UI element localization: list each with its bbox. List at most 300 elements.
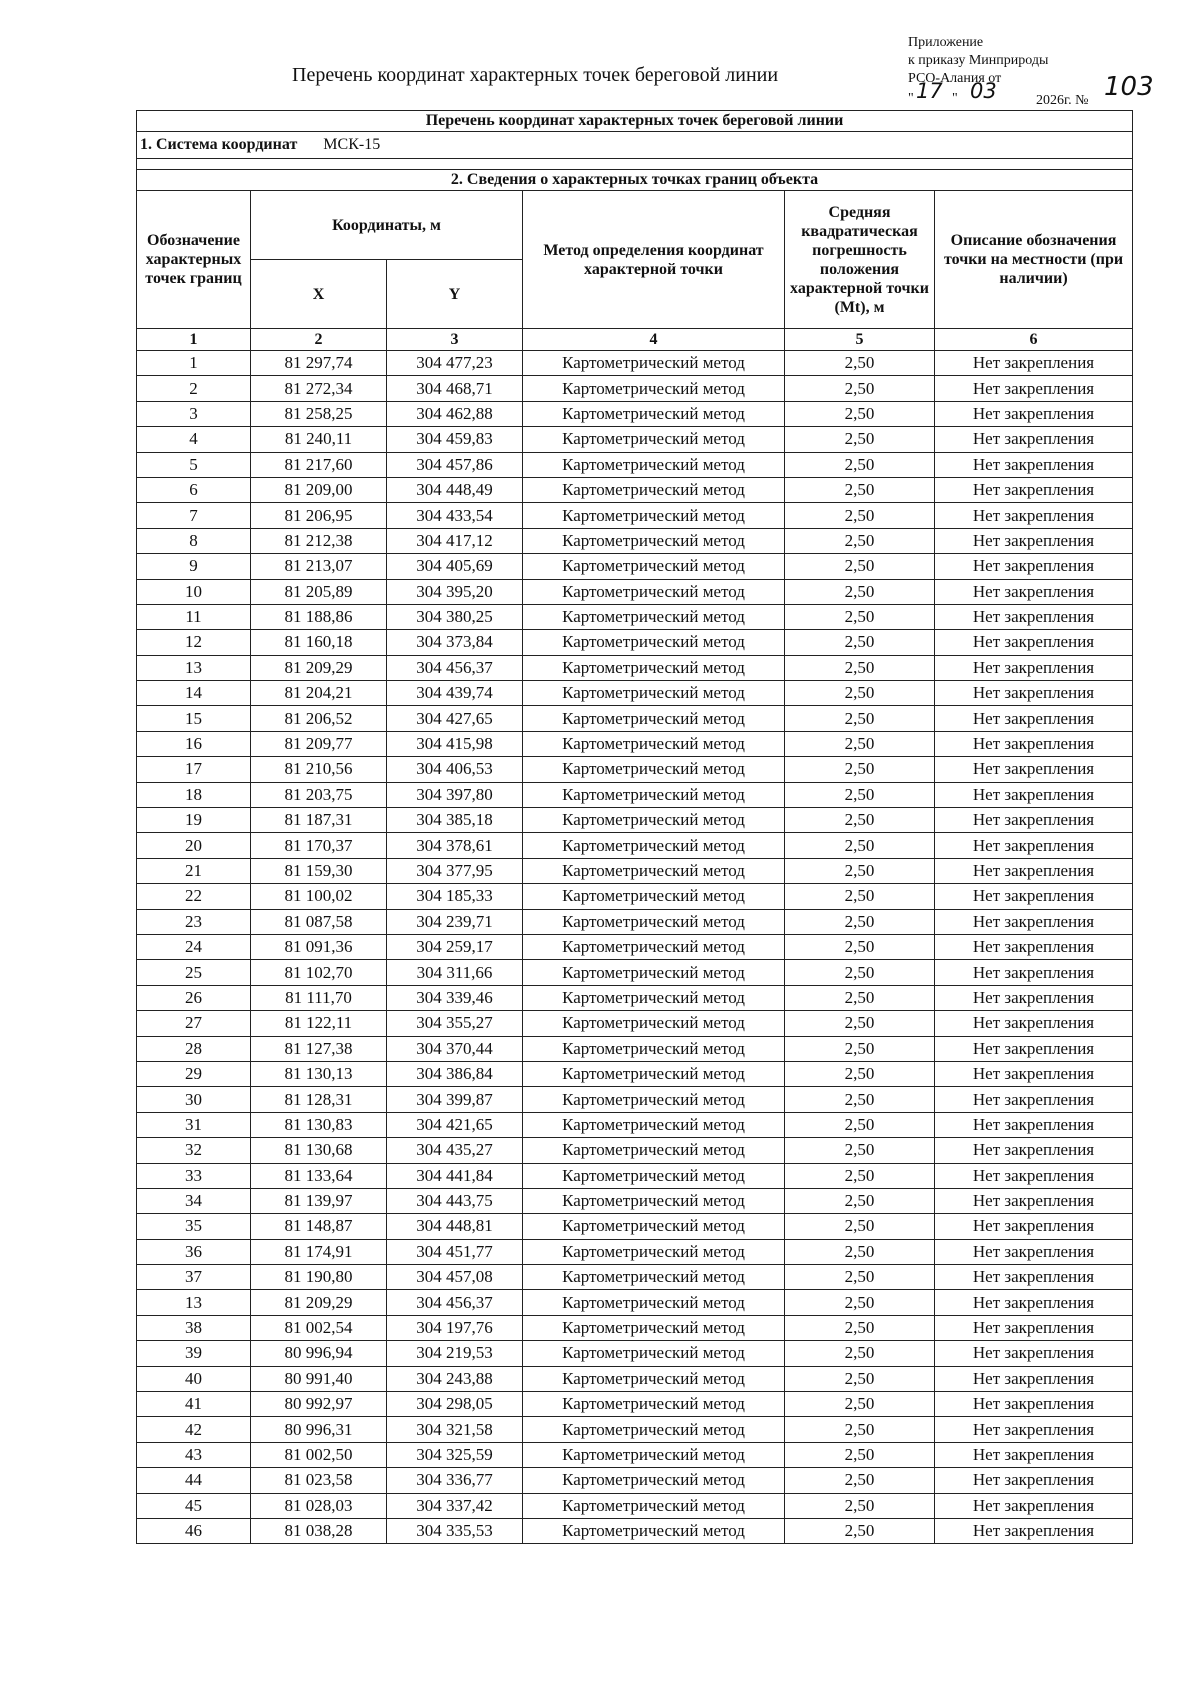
- date-quote-open: ": [908, 91, 914, 106]
- method-cell: Картометрический метод: [523, 477, 785, 502]
- method-cell: Картометрический метод: [523, 782, 785, 807]
- coord-y: 304 399,87: [387, 1087, 523, 1112]
- description-cell: Нет закрепления: [935, 554, 1133, 579]
- method-cell: Картометрический метод: [523, 630, 785, 655]
- coord-x: 81 188,86: [251, 604, 387, 629]
- point-number: 8: [137, 528, 251, 553]
- coord-y: 304 197,76: [387, 1315, 523, 1340]
- coord-x: 81 159,30: [251, 858, 387, 883]
- point-number: 36: [137, 1239, 251, 1264]
- coord-x: 81 209,29: [251, 655, 387, 680]
- point-number: 23: [137, 909, 251, 934]
- error-cell: 2,50: [785, 1163, 935, 1188]
- description-cell: Нет закрепления: [935, 1163, 1133, 1188]
- table-row: [137, 1265, 1133, 1290]
- coord-y: 304 259,17: [387, 934, 523, 959]
- point-number: 24: [137, 934, 251, 959]
- column-number-row: [137, 329, 1133, 351]
- coord-x: 81 130,83: [251, 1112, 387, 1137]
- coord-x: 81 187,31: [251, 808, 387, 833]
- error-cell: 2,50: [785, 604, 935, 629]
- coord-y: 304 373,84: [387, 630, 523, 655]
- table-row: [137, 1138, 1133, 1163]
- coord-y: 304 325,59: [387, 1442, 523, 1467]
- table-row: [137, 833, 1133, 858]
- coord-x: 81 209,29: [251, 1290, 387, 1315]
- description-cell: Нет закрепления: [935, 833, 1133, 858]
- table-row: [137, 579, 1133, 604]
- table-row: [137, 757, 1133, 782]
- description-cell: Нет закрепления: [935, 731, 1133, 756]
- description-cell: Нет закрепления: [935, 604, 1133, 629]
- coord-x: 81 130,68: [251, 1138, 387, 1163]
- header-method: Метод определения координат характерной точки: [523, 191, 785, 329]
- point-number: 33: [137, 1163, 251, 1188]
- coord-x: 81 139,97: [251, 1188, 387, 1213]
- description-cell: Нет закрепления: [935, 1442, 1133, 1467]
- coord-x: 81 133,64: [251, 1163, 387, 1188]
- error-cell: 2,50: [785, 934, 935, 959]
- coord-x: 81 190,80: [251, 1265, 387, 1290]
- table-row: [137, 376, 1133, 401]
- coord-x: 80 996,31: [251, 1417, 387, 1442]
- method-cell: Картометрический метод: [523, 427, 785, 452]
- point-number: 40: [137, 1366, 251, 1391]
- error-cell: 2,50: [785, 1036, 935, 1061]
- table-row: [137, 1493, 1133, 1518]
- error-cell: 2,50: [785, 1493, 935, 1518]
- description-cell: Нет закрепления: [935, 427, 1133, 452]
- method-cell: Картометрический метод: [523, 706, 785, 731]
- date-year-label: 2026г. №: [1036, 93, 1089, 108]
- method-cell: Картометрический метод: [523, 884, 785, 909]
- table-row: [137, 655, 1133, 680]
- method-cell: Картометрический метод: [523, 1214, 785, 1239]
- coord-y: 304 406,53: [387, 757, 523, 782]
- coord-x: 81 209,00: [251, 477, 387, 502]
- point-number: 6: [137, 477, 251, 502]
- point-number: 9: [137, 554, 251, 579]
- description-cell: Нет закрепления: [935, 1112, 1133, 1137]
- point-number: 18: [137, 782, 251, 807]
- coord-y: 304 415,98: [387, 731, 523, 756]
- coord-y: 304 339,46: [387, 985, 523, 1010]
- table-row: [137, 604, 1133, 629]
- method-cell: Картометрический метод: [523, 655, 785, 680]
- description-cell: Нет закрепления: [935, 985, 1133, 1010]
- coordinate-system-value: МСК-15: [323, 136, 381, 153]
- coord-y: 304 336,77: [387, 1468, 523, 1493]
- error-cell: 2,50: [785, 782, 935, 807]
- coord-y: 304 457,08: [387, 1265, 523, 1290]
- point-number: 41: [137, 1392, 251, 1417]
- table-row: [137, 1112, 1133, 1137]
- coord-x: 81 240,11: [251, 427, 387, 452]
- description-cell: Нет закрепления: [935, 1341, 1133, 1366]
- column-number: 2: [251, 329, 387, 351]
- error-cell: 2,50: [785, 1392, 935, 1417]
- table-row: [137, 554, 1133, 579]
- coord-y: 304 421,65: [387, 1112, 523, 1137]
- coord-x: 81 213,07: [251, 554, 387, 579]
- description-cell: Нет закрепления: [935, 1518, 1133, 1543]
- point-number: 31: [137, 1112, 251, 1137]
- method-cell: Картометрический метод: [523, 1315, 785, 1340]
- error-cell: 2,50: [785, 477, 935, 502]
- coord-y: 304 386,84: [387, 1061, 523, 1086]
- description-cell: Нет закрепления: [935, 579, 1133, 604]
- header-coordinates: Координаты, м: [251, 191, 523, 260]
- coord-y: 304 377,95: [387, 858, 523, 883]
- column-number: 6: [935, 329, 1133, 351]
- point-number: 38: [137, 1315, 251, 1340]
- method-cell: Картометрический метод: [523, 1239, 785, 1264]
- coord-x: 80 996,94: [251, 1341, 387, 1366]
- coord-x: 80 992,97: [251, 1392, 387, 1417]
- header-description: Описание обозначения точки на местности (при наличии): [935, 191, 1133, 329]
- handwritten-order-number: 103: [1104, 72, 1154, 102]
- table-row: [137, 1087, 1133, 1112]
- coord-y: 304 443,75: [387, 1188, 523, 1213]
- description-cell: Нет закрепления: [935, 1087, 1133, 1112]
- coord-x: 81 209,77: [251, 731, 387, 756]
- table-body: [137, 351, 1133, 1544]
- method-cell: Картометрический метод: [523, 1138, 785, 1163]
- coord-y: 304 477,23: [387, 351, 523, 376]
- point-number: 21: [137, 858, 251, 883]
- error-cell: 2,50: [785, 731, 935, 756]
- description-cell: Нет закрепления: [935, 909, 1133, 934]
- point-number: 39: [137, 1341, 251, 1366]
- method-cell: Картометрический метод: [523, 503, 785, 528]
- error-cell: 2,50: [785, 985, 935, 1010]
- coord-x: 81 023,58: [251, 1468, 387, 1493]
- description-cell: Нет закрепления: [935, 503, 1133, 528]
- point-number: 30: [137, 1087, 251, 1112]
- table-row: [137, 1036, 1133, 1061]
- method-cell: Картометрический метод: [523, 1061, 785, 1086]
- point-number: 46: [137, 1518, 251, 1543]
- table-row: [137, 1011, 1133, 1036]
- error-cell: 2,50: [785, 1468, 935, 1493]
- error-cell: 2,50: [785, 1011, 935, 1036]
- table-row: [137, 858, 1133, 883]
- description-cell: Нет закрепления: [935, 1265, 1133, 1290]
- method-cell: Картометрический метод: [523, 351, 785, 376]
- point-number: 25: [137, 960, 251, 985]
- error-cell: 2,50: [785, 884, 935, 909]
- method-cell: Картометрический метод: [523, 833, 785, 858]
- method-cell: Картометрический метод: [523, 1468, 785, 1493]
- method-cell: Картометрический метод: [523, 1112, 785, 1137]
- error-cell: 2,50: [785, 655, 935, 680]
- coord-y: 304 462,88: [387, 401, 523, 426]
- table-row: [137, 503, 1133, 528]
- appendix-line-3: РСО-Алания от: [908, 71, 1002, 86]
- coord-y: 304 298,05: [387, 1392, 523, 1417]
- coord-y: 304 457,86: [387, 452, 523, 477]
- description-cell: Нет закрепления: [935, 1493, 1133, 1518]
- table-row: [137, 782, 1133, 807]
- point-number: 32: [137, 1138, 251, 1163]
- table-row: [137, 1468, 1133, 1493]
- coord-x: 81 002,54: [251, 1315, 387, 1340]
- coordinate-system-row: [137, 132, 1133, 159]
- coord-x: 81 028,03: [251, 1493, 387, 1518]
- point-number: 2: [137, 376, 251, 401]
- coord-x: 81 206,95: [251, 503, 387, 528]
- description-cell: Нет закрепления: [935, 477, 1133, 502]
- section-title: 2. Сведения о характерных точках границ объекта: [137, 170, 1133, 191]
- method-cell: Картометрический метод: [523, 985, 785, 1010]
- description-cell: Нет закрепления: [935, 808, 1133, 833]
- method-cell: Картометрический метод: [523, 1493, 785, 1518]
- coord-x: 81 174,91: [251, 1239, 387, 1264]
- error-cell: 2,50: [785, 579, 935, 604]
- method-cell: Картометрический метод: [523, 376, 785, 401]
- method-cell: Картометрический метод: [523, 1265, 785, 1290]
- table-row: [137, 1341, 1133, 1366]
- description-cell: Нет закрепления: [935, 1138, 1133, 1163]
- handwritten-month: 03: [970, 79, 997, 103]
- coord-x: 81 206,52: [251, 706, 387, 731]
- column-number: 3: [387, 329, 523, 351]
- coord-y: 304 417,12: [387, 528, 523, 553]
- point-number: 14: [137, 681, 251, 706]
- coord-x: 81 258,25: [251, 401, 387, 426]
- coord-x: 80 991,40: [251, 1366, 387, 1391]
- description-cell: Нет закрепления: [935, 757, 1133, 782]
- coord-y: 304 448,49: [387, 477, 523, 502]
- table-row: [137, 960, 1133, 985]
- point-number: 17: [137, 757, 251, 782]
- method-cell: Картометрический метод: [523, 731, 785, 756]
- description-cell: Нет закрепления: [935, 1417, 1133, 1442]
- coord-x: 81 160,18: [251, 630, 387, 655]
- description-cell: Нет закрепления: [935, 1011, 1133, 1036]
- table-row: [137, 909, 1133, 934]
- error-cell: 2,50: [785, 401, 935, 426]
- point-number: 20: [137, 833, 251, 858]
- coord-x: 81 205,89: [251, 579, 387, 604]
- coord-x: 81 122,11: [251, 1011, 387, 1036]
- error-cell: 2,50: [785, 1265, 935, 1290]
- coord-y: 304 380,25: [387, 604, 523, 629]
- table-row: [137, 630, 1133, 655]
- coord-x: 81 204,21: [251, 681, 387, 706]
- description-cell: Нет закрепления: [935, 351, 1133, 376]
- description-cell: Нет закрепления: [935, 401, 1133, 426]
- error-cell: 2,50: [785, 376, 935, 401]
- description-cell: Нет закрепления: [935, 1036, 1133, 1061]
- coord-x: 81 128,31: [251, 1087, 387, 1112]
- coord-y: 304 456,37: [387, 1290, 523, 1315]
- method-cell: Картометрический метод: [523, 1290, 785, 1315]
- method-cell: Картометрический метод: [523, 808, 785, 833]
- coord-y: 304 355,27: [387, 1011, 523, 1036]
- coord-y: 304 397,80: [387, 782, 523, 807]
- coord-y: 304 385,18: [387, 808, 523, 833]
- point-number: 12: [137, 630, 251, 655]
- coord-y: 304 219,53: [387, 1341, 523, 1366]
- table-row: [137, 1188, 1133, 1213]
- error-cell: 2,50: [785, 1138, 935, 1163]
- description-cell: Нет закрепления: [935, 960, 1133, 985]
- point-number: 43: [137, 1442, 251, 1467]
- table-row: [137, 1290, 1133, 1315]
- description-cell: Нет закрепления: [935, 376, 1133, 401]
- coord-x: 81 102,70: [251, 960, 387, 985]
- table-row: [137, 1239, 1133, 1264]
- error-cell: 2,50: [785, 1518, 935, 1543]
- coord-y: 304 243,88: [387, 1366, 523, 1391]
- coord-y: 304 459,83: [387, 427, 523, 452]
- description-cell: Нет закрепления: [935, 655, 1133, 680]
- date-quote-close: ": [952, 91, 958, 106]
- method-cell: Картометрический метод: [523, 1163, 785, 1188]
- error-cell: 2,50: [785, 1087, 935, 1112]
- point-number: 4: [137, 427, 251, 452]
- error-cell: 2,50: [785, 1290, 935, 1315]
- coord-x: 81 272,34: [251, 376, 387, 401]
- point-number: 35: [137, 1214, 251, 1239]
- point-number: 11: [137, 604, 251, 629]
- coord-y: 304 451,77: [387, 1239, 523, 1264]
- coord-y: 304 335,53: [387, 1518, 523, 1543]
- error-cell: 2,50: [785, 1417, 935, 1442]
- coord-x: 81 170,37: [251, 833, 387, 858]
- description-cell: Нет закрепления: [935, 1468, 1133, 1493]
- coord-x: 81 148,87: [251, 1214, 387, 1239]
- coord-x: 81 111,70: [251, 985, 387, 1010]
- description-cell: Нет закрепления: [935, 934, 1133, 959]
- point-number: 34: [137, 1188, 251, 1213]
- description-cell: Нет закрепления: [935, 1315, 1133, 1340]
- method-cell: Картометрический метод: [523, 934, 785, 959]
- error-cell: 2,50: [785, 808, 935, 833]
- description-cell: Нет закрепления: [935, 884, 1133, 909]
- point-number: 22: [137, 884, 251, 909]
- description-cell: Нет закрепления: [935, 528, 1133, 553]
- coord-y: 304 435,27: [387, 1138, 523, 1163]
- error-cell: 2,50: [785, 681, 935, 706]
- coord-y: 304 468,71: [387, 376, 523, 401]
- description-cell: Нет закрепления: [935, 630, 1133, 655]
- table-row: [137, 985, 1133, 1010]
- error-cell: 2,50: [785, 1112, 935, 1137]
- coordinates-table: [136, 110, 1133, 1544]
- table-spacer: [137, 159, 1133, 170]
- description-cell: Нет закрепления: [935, 858, 1133, 883]
- point-number: 27: [137, 1011, 251, 1036]
- error-cell: 2,50: [785, 833, 935, 858]
- table-row: [137, 452, 1133, 477]
- description-cell: Нет закрепления: [935, 1290, 1133, 1315]
- method-cell: Картометрический метод: [523, 554, 785, 579]
- error-cell: 2,50: [785, 528, 935, 553]
- coord-y: 304 395,20: [387, 579, 523, 604]
- coord-y: 304 448,81: [387, 1214, 523, 1239]
- error-cell: 2,50: [785, 427, 935, 452]
- method-cell: Картометрический метод: [523, 1442, 785, 1467]
- coord-y: 304 239,71: [387, 909, 523, 934]
- method-cell: Картометрический метод: [523, 960, 785, 985]
- coord-y: 304 321,58: [387, 1417, 523, 1442]
- point-number: 3: [137, 401, 251, 426]
- header-x: X: [251, 260, 387, 329]
- point-number: 1: [137, 351, 251, 376]
- point-number: 37: [137, 1265, 251, 1290]
- table-row: [137, 884, 1133, 909]
- description-cell: Нет закрепления: [935, 1366, 1133, 1391]
- error-cell: 2,50: [785, 1239, 935, 1264]
- coord-x: 81 038,28: [251, 1518, 387, 1543]
- point-number: 15: [137, 706, 251, 731]
- table-row: [137, 681, 1133, 706]
- point-number: 10: [137, 579, 251, 604]
- method-cell: Картометрический метод: [523, 1036, 785, 1061]
- method-cell: Картометрический метод: [523, 1518, 785, 1543]
- error-cell: 2,50: [785, 503, 935, 528]
- description-cell: Нет закрепления: [935, 1188, 1133, 1213]
- point-number: 28: [137, 1036, 251, 1061]
- coord-x: 81 212,38: [251, 528, 387, 553]
- method-cell: Картометрический метод: [523, 1392, 785, 1417]
- method-cell: Картометрический метод: [523, 401, 785, 426]
- error-cell: 2,50: [785, 706, 935, 731]
- coord-y: 304 378,61: [387, 833, 523, 858]
- error-cell: 2,50: [785, 630, 935, 655]
- method-cell: Картометрический метод: [523, 1417, 785, 1442]
- column-number: 4: [523, 329, 785, 351]
- method-cell: Картометрический метод: [523, 452, 785, 477]
- point-number: 45: [137, 1493, 251, 1518]
- point-number: 5: [137, 452, 251, 477]
- point-number: 13: [137, 1290, 251, 1315]
- appendix-block: [908, 34, 1154, 112]
- table-row: [137, 1366, 1133, 1391]
- description-cell: Нет закрепления: [935, 706, 1133, 731]
- error-cell: 2,50: [785, 351, 935, 376]
- header-y: Y: [387, 260, 523, 329]
- coord-x: 81 087,58: [251, 909, 387, 934]
- method-cell: Картометрический метод: [523, 604, 785, 629]
- error-cell: 2,50: [785, 1214, 935, 1239]
- point-number: 13: [137, 655, 251, 680]
- point-number: 42: [137, 1417, 251, 1442]
- description-cell: Нет закрепления: [935, 681, 1133, 706]
- coord-y: 304 337,42: [387, 1493, 523, 1518]
- coord-x: 81 217,60: [251, 452, 387, 477]
- handwritten-day: 17: [916, 79, 943, 103]
- error-cell: 2,50: [785, 452, 935, 477]
- description-cell: Нет закрепления: [935, 1214, 1133, 1239]
- coord-y: 304 311,66: [387, 960, 523, 985]
- coord-x: 81 091,36: [251, 934, 387, 959]
- point-number: 29: [137, 1061, 251, 1086]
- table-row: [137, 477, 1133, 502]
- method-cell: Картометрический метод: [523, 858, 785, 883]
- table-row: [137, 1214, 1133, 1239]
- header-error: Средняя квадратическая погрешность положения характерной точки (Mt), м: [785, 191, 935, 329]
- page-title: Перечень координат характерных точек береговой линии: [292, 64, 779, 86]
- point-number: 44: [137, 1468, 251, 1493]
- error-cell: 2,50: [785, 960, 935, 985]
- coordinate-system-label: 1. Система координат: [140, 136, 298, 153]
- error-cell: 2,50: [785, 1188, 935, 1213]
- coord-x: 81 210,56: [251, 757, 387, 782]
- description-cell: Нет закрепления: [935, 1239, 1133, 1264]
